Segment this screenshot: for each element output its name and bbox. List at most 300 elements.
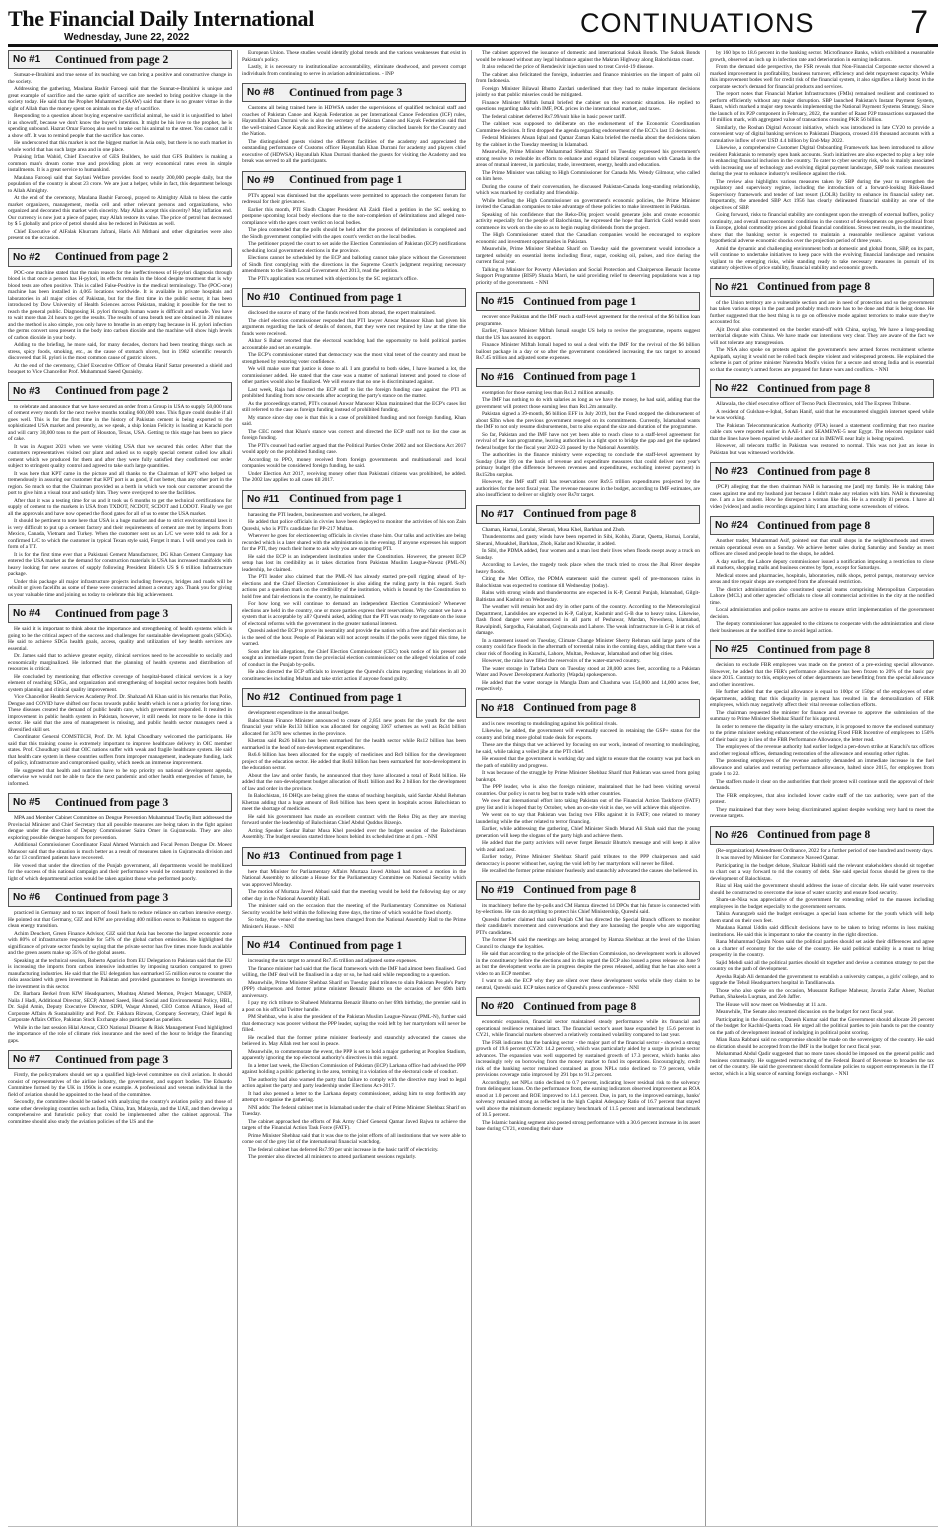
paragraph: They maintained that they were being discriminated against despite working very hard to meet the revenue targets.: [710, 806, 934, 819]
paragraph: Under this package all major infrastructure projects including freeways, bridges and roads will be rebuilt or given facelifts as some of these were constructed almost a century ago. Thank you for giving us your valuable time and joining us today to celebrate this big achievement.: [8, 578, 232, 598]
paragraph: It had also penned a letter to the Larkana deputy commissioner, asking him to stop forthwith any attempt to organise the gathering.: [242, 1090, 466, 1103]
paragraph: Khetran said Rs26 billion has been earmarked for the health sector while Rs12 billion has been earmarked in the head of non-development expenditures.: [242, 738, 466, 751]
paragraph: I pay my rich tribute to Shaheed Mohtarma Benazir Bhutto on her 69th birthday, the premier said in a post on his official Twitter handle.: [242, 1000, 466, 1013]
paragraph: Earlier, while addressing the gathering, Chief Minister Sindh Murad Ali Shah said that the young generation will keep the slogans of the party high and achieve them.: [476, 826, 700, 839]
article: [242, 171, 466, 283]
paragraph: Acting Speaker Sardar Babar Musa Khel presided over the budget session of the Balochistan Assembly. The budget session started three hours behind its scheduled time at 4 pm. - NNI: [242, 827, 466, 840]
article-header: [242, 490, 466, 509]
paragraph: Maulana Farooqi said that Saylani Welfare provides food to nearly 200,000 people daily, but the population of the country is about 23 crore. We are just a helper, while in fact, this department belongs to Allah Almighty.: [8, 174, 232, 194]
section-title: CONTINUATIONS: [580, 8, 815, 38]
paragraph: PTI's appeal was dismissed but the appellants were permitted to approach the competent forum for redressal for their grievances.: [242, 192, 466, 205]
paragraph: He ensured that the government is working day and night to ensure that the country was put back on the path of stability and progress.: [476, 756, 700, 769]
paragraph: Customs all being trained here in HDWSA under the supervisions of qualified technical staff and coaches of Pakistan Canoe and Kayak Federation as per International Canoe Federation (ICF) rules, Hayatullah Khan Durrani who is also the secretary of Pakistan Canoe and Kayak Federation said that the well-trained Canoe Kayak and Rowing athletes of the academy clinched laurels for the Country and the Nation.: [242, 105, 466, 137]
paragraph: The Islamic banking segment also posted strong performance with a 30.6 percent increase in its asset base during CY21, extending their share: [476, 1119, 700, 1132]
paragraph: Speaking at the technical session, Roberto Aparicio from EU Delegation to Pakistan said that the EU is increasing the imports from carbon intensive industries by imposing taxation compared to green manufacturing industries. He said that the EU delegation has earmarked 55 million euros to counter the risks associated with green investment in Pakistan and provided guarantees to foreign investments on the investment in this sector.: [8, 957, 232, 990]
paragraph: of the Union territory are a vulnerable section and are in need of protection and so the government has taken various steps in the past and probably much more has to be done and that is being done. He further suggested that the best thing is to go on offensive mode against terrorists to make sure they're accounted for.: [710, 299, 934, 325]
paragraph: While in the last session Hilal Anwar, CEO National Disaster & Risk Management Fund highlighted the importance of the role of climate risk insurance and the need of the hour to bridge the financing gaps.: [8, 1024, 232, 1044]
paragraph: In Sibi, the PDMA added, four women and a man lost their lives when floods swept away a truck on Sunday.: [476, 548, 700, 561]
paragraph: It was in August 2021 when we were visiting USA that we secured this order. After that the customers representatives visited our plant and asked us to supply special cement called low alkali cement which we produced for them and after they were fully satisfied they confirmed our order subject to stringent quality control and agreed to take such large quantities.: [8, 443, 232, 469]
paragraph: Ayesha Rajab Ali demanded the government to establish a university campus, a girls' college, and to upgrade the Tehsil Headquarters hospital in Tandlianwala.: [710, 973, 934, 986]
paragraph: A day earlier, the Lahore deputy commissioner issued a notification imposing a restriction to close all markets, shopping malls and business centres by 9pm, except for Saturdays.: [710, 558, 934, 571]
paragraph: The House will now meet on Wednesday at 11 a.m.: [716, 1001, 827, 1008]
continued-from-label: Continued from page 8: [757, 829, 871, 841]
article-header: [710, 379, 934, 398]
article: [8, 793, 232, 882]
paragraph: He recalled that the former prime minister fearlessly and staunchly advocated the causes she believed in. May Allah rest her soul in peace.: [242, 1034, 466, 1047]
paragraph: Federal Ministers Ahsan Iqbal and Qamar Zaman Kaira briefed the media about the decisions taken by the cabinet in the Tuesday meeting in Islamabad.: [476, 135, 700, 148]
article: [710, 50, 934, 272]
paragraph: The federal cabinet has deferred Rs7.99 per unit increase in the basic tariff of electricity.: [248, 1146, 439, 1153]
paragraph: economic expansion, financial sector maintained steady performance while its financial and operational resilience remained intact. The financial sector's asset base expanded by 15.6 percent in CY21, while financial markets observed a relatively contained volatility compared to last year.: [476, 1019, 700, 1038]
article-body: [476, 721, 700, 875]
paragraph: Meanwhile, to commemorate the event, the PPP is set to hold a major gathering at Pooplon Stadium, apparently ignoring the top electoral authority's directives in this regard.: [242, 1048, 466, 1061]
article: [8, 888, 232, 1044]
paragraph: After that it was a testing time for us and it took us 6 months to get the technical certifications for supply of cement to the markets in USA from TXDOT, NCDOT, SCDOT and LODOT. Finally we got all the approvals and have now opened the flood gates for all of us to enter the USA market.: [8, 497, 232, 517]
article: [476, 699, 700, 875]
paragraph: It is for the first time ever that a Pakistani Cement Manufacturer, DG Khan Cement Company has entered the USA market as the demand for construction materials in USA has increased manifolds with heavy looking for new sources of supply following President Biden's US $ 6 trillion Infrastructure package.: [8, 551, 232, 577]
paragraph: Additional Commissioner Coordinator Fazal Ahmed Warraich and Focal Person Dengue Dr. Moeez Mansoor said that the situation is much better as a result of measures taken in Gujranwala division and so far 13 confirmed patients have recovered.: [8, 842, 232, 861]
article-body: [8, 626, 232, 787]
masthead-rule: [8, 44, 938, 47]
article: [8, 50, 232, 242]
paragraph: (PCP) alleging that the then chairman NAB is harassing me [and] my family. He is making fake cases against me and my husband just because I didn't make any relation with him. NAB is threatening me. I am a law student. How he disrespect a woman like this. He is a morally ill person. I have all video [videos] and audio recordings against him; I am attaching some screenshots of videos.: [710, 484, 934, 510]
article-body: [242, 193, 466, 283]
article-number: No #17: [481, 508, 514, 520]
paragraph: Talking to Minister for Poverty Alleviation and Social Protection and Chairperson Benazir Income Support Programme (BISP) Shazia Marri, he said providing relief to deserving populations was a top priority of the government. - NNI: [476, 266, 700, 286]
paragraph: The staffers made it clear on the authorities that their protest will continue until the approval of their demands.: [710, 778, 934, 791]
paragraph: The distinguished guests visited the different facilities of the academy and appreciated the outstanding performance of Customs officer Hayatullah Khan Durrani for academy and players chief executive of (HDWSA) Hayatullah Khan Durrani thanked the guests for visiting the Academy and tea break was served to all the participants.: [242, 138, 466, 164]
paragraph: However, the IMF staff still has reservations over Rs9.5 trillion expenditures projected by the authorities for the next fiscal year. The revenue measures in the budget, according to IMF estimates, are also insufficient to deliver or slightly over Rs7tr target.: [476, 479, 700, 498]
paragraph: The employees of the revenue authority had earlier lodged a pen-down strike at Karachi's tax offices and other regional offices, demanding restoration of the allowance and ensuring other rights.: [710, 744, 934, 757]
paragraph: According to PPO, money received from foreign governments and multinational and local companies would be considered foreign funding, he said.: [242, 456, 466, 469]
article-body: [242, 958, 466, 1161]
paragraph: He vowed that under the direction of the Punjab government, all departments would be mobilized for the success of this national campaign and their performance would be constantly monitored in the light of which departmental action would be taken against those who performed poorly.: [8, 862, 232, 882]
paper-name: The Financial Daily International: [8, 6, 315, 31]
article-number: No #2: [13, 251, 41, 263]
article: [8, 1050, 232, 1125]
masthead: [8, 4, 938, 44]
paragraph: Meanwhile, Prime Minister Muhammad Shehbaz Sharif on Tuesday expressed his government's strong resolve to redouble its efforts to enhance and expand bilateral cooperation with Canada in the areas of mutual interest, in particular, trade, investment, energy, health and education.: [476, 149, 700, 168]
paragraph: About the law and order funds, he announced that they have allocated a total of Rs44 billion. He added that the non-development budget allocation of Rs41 billion and Rs 2 billion for the development of law and order in the province.: [242, 772, 466, 792]
article-body: [242, 50, 466, 77]
paragraph: He recalled the former prime minister fearlessly and staunchly advocated the causes she believed in.: [482, 868, 699, 874]
paragraph: and is now resorting to mudslinging against his political rivals.: [482, 720, 618, 727]
article-header: [710, 462, 934, 481]
paragraph: The NSA also spoke on protests against the government's new armed forces recruitment scheme Agnipath, saying it would not be rolled back despite violent and widespread protests. He explained the scheme is part of prime minister Narendra Modi's vision for a secure and strong India and is essential so that the country's armed forces are prepared for future wars and conflicts. - NNI: [710, 347, 934, 373]
paragraph: here that Minister for Parliamentary Affairs Murtaza Javed Abbasi had moved a motion in the National Assembly to allocate a House for the Parliamentary Committee on National Security which was approved Monday.: [242, 868, 466, 888]
paragraph: Praising Irfan Wahid, Chief Executive of GES Builders, he said that GFS Builders is making a common man's dream come true and providing plots at very economical rates even in simple installments. It is a great service to humankind.: [8, 154, 232, 173]
paragraph: Those who also spoke on the occasion, Mussarat Rafique Mahesar, Javaria Zafar Aheer, Nuzhat Pathan, Shakeela Luqman, and Zeb Jaffer.: [710, 987, 934, 1000]
article-body: [8, 270, 232, 376]
article: [8, 604, 232, 787]
continued-from-label: Continued from page 8: [757, 643, 871, 656]
article-number: No #10: [247, 292, 280, 303]
article-number: No #3: [13, 385, 41, 397]
continued-from-label: Continued from page 8: [523, 1000, 637, 1013]
paragraph: The premier also directed all ministers to attend parliament sessions regularly.: [248, 1154, 417, 1160]
paragraph: The cabinet approached the efforts of Pak Army Chief General Qamar Javed Bajwa to achieve the targets of the Financial Action Task Force (FATF).: [242, 1118, 466, 1131]
paragraph: He further added that the special allowance is equal to 100pc or 150pc of the employees of other departments, adding that this disparity in payment has resulted in the demoralization of FBR employees, which may negatively affect their vital revenue collection efforts.: [710, 689, 934, 708]
column-2: [242, 50, 466, 1526]
paragraph: Balochistan Finance Minister announced to create of 2,851 new posts for the youth for the next financial year while Rs133 billion was allocated for ongoing 3367 schemes as well as Rs34 billion allocated for 3470 new schemes in the province.: [242, 717, 466, 737]
paragraph: Meanwhile, The Senate also resumed discussion on the budget for next fiscal year.: [716, 1009, 895, 1015]
paragraph: Rains with strong winds and thunderstorms are expected in K-P, Central Punjab, Islamabad, Gilgit-Baltistan and Kashmir on Wednesday.: [476, 590, 700, 603]
continued-from-label: Continued from page 3: [55, 1053, 169, 1066]
paragraph: According to Levies, the tragedy took place when the truck tried to cross the Jhal River despite heavy floods.: [476, 562, 700, 575]
paragraph: decision to exclude FBR employees was made on the pretext of a pre-existing special allowance. However, he added that the FBR's performance allowance has been frozen to 20% of the basic pay since 2015. Contrary to this, employees of other departments are benefitting from the special allowance and other incentives.: [710, 662, 934, 688]
paragraph: Going forward, risks to financial stability are contingent upon the strength of external buffers, policy continuity, and overall macroeconomic conditions in the context of developments on geo-political front in Europe, global commodity prices and global financial conditions. Stress test results, in the meantime, show that the banking sector is expected to maintain a reasonable resilience against various hypothetical adverse economic shocks over the projection period of three years.: [710, 212, 934, 244]
paragraph: Citing the Met Office, the PDMA statement said the current spell of pre-monsoon rains in Balochistan was expected to continue till Wednesday (today).: [476, 576, 700, 589]
paragraph: MPA and Member Cabinet Committee on Dengue Prevention Muhammad Tawfiq Butt addressed the Provincial Minister and Chief Secretary that all possible measures are being taken in the fight against dengue under the direction of Deputy Commissioner Saira Omer in Gujranwala. They are also exploring possible dengue hotspots for prevention.: [8, 815, 232, 841]
article-header: [8, 1050, 232, 1069]
article-number: No #6: [13, 892, 41, 903]
paragraph: Secondly, the committee should be tasked with analyzing the country's aviation policy and those of some other developing countries such as India, China, Iran, Malaysia, and the UAE, and then develop a comprehensive and futuristic policy that could be implemented after the cabinet approval. The committee should also study the aviation policies of the US and the: [8, 1099, 232, 1125]
article-number: No #26: [715, 829, 748, 841]
continued-from-label: Continued from page 1: [289, 174, 403, 186]
paragraph: These are the things that we achieved by focusing on our work, instead of resorting to mudslinging, he said, while taking a veiled jibe at the PTI chief.: [476, 742, 700, 755]
article-header: [710, 278, 934, 297]
paragraph: The PPP leader, who is also the foreign minister, maintained that he had been visiting several countries. Our policy is not to beg but to trade with other countries.: [476, 784, 700, 797]
continued-from-label: Continued from page 8: [757, 382, 871, 395]
continued-from-label: Continued from page 1: [523, 295, 637, 308]
paragraph: Riaz ul Haq said the government should address the issue of circular debt. He said water reservoirs should be constructed to overcome the issue of water scarcity and ensure food security.: [710, 883, 934, 896]
article-body: [710, 401, 934, 456]
paragraph: It also reduced the price of Remdesivir injection used to treat Covid-19 disease.: [482, 64, 654, 70]
paragraph: It was moved by Minister for Commerce Naveed Qamar.: [716, 855, 839, 861]
paragraph: practiced in Germany and to tax import of fossil fuels to reduce reliance on carbon intensive energy. He pointed out that Germany, GIZ and KfW are providing 400 million euros to Pakistan to support the clean energy transition.: [8, 910, 232, 929]
paragraph: The IMF has nothing to do with salaries as long as we have the money, he had said, adding that the government will protect those earning less than Rs1.2m annually.: [476, 397, 700, 410]
paragraph: Vice Chancellor Health Services Academy Prof. Dr. Shahzad Ali Khan said in his remarks that Polio, Dengue and COVID have shifted our focus towards public health which is not a priority for long time. These diseases created the demand of public health care, which government responded. It resulted in improvement in public health system in Pakistan, however, it still needs lot more to be done in this sector. He said that the area of management is missing, and public health sector managers need a diversified skill set.: [8, 694, 232, 733]
paragraph: Meanwhile, Prime Minister Shehbaz Sharif on Tuesday said the government would introduce a targeted subsidy on essential items including flour, sugar, cooking oil, pulses, and rice during the current fiscal year.: [476, 246, 700, 265]
article: [8, 248, 232, 376]
column-divider: [705, 50, 706, 1526]
article-body: [8, 404, 232, 599]
article-body: [476, 314, 700, 362]
article-number: No #9: [247, 174, 275, 186]
paragraph: The deputy commissioner has appealed to the citizens to cooperate with the administration and close their businesses at the notified time to avoid legal action.: [710, 621, 934, 634]
continued-from-label: Continued from page 3: [55, 891, 169, 904]
article-header: [242, 288, 466, 307]
continued-from-label: Continued from page 2: [55, 385, 169, 397]
paragraph: In a letter last week, the Election Commission of Pakistan (ECP) Larkana office had advised the PPP against holding a public gathering in the area, terming it a violation of the electoral code of conduct.: [242, 1062, 466, 1075]
paragraph: He said the ECP is an independent institution under the Constitution. However, the present ECP setup has lost its credibility as it takes dictation from Pakistan Muslim League-Nawaz (PML-N) leadership, he claimed.: [242, 553, 466, 573]
article-number: No #22: [715, 383, 748, 394]
paragraph: The review also highlights various measures taken by SBP during the year to strengthen the regulatory and supervisory regime, including the introduction of a forward-looking Risk-Based Supervisory framework and tender of last resort (LOLR) facility to enhance its financial safety net. Importantly, the amended SBP Act 1956 has clearly delineated financial stability as one of the objectives of SBP.: [710, 178, 934, 211]
article-body: [476, 50, 700, 286]
paragraph: Thunderstorms and gusty winds have been reported in Sibi, Kohlu, Ziarat, Quetta, Harnai, Loralai, Sherani, Musakhel, Barkhan, Zhob, Kalat and Khuzdar, it added.: [476, 534, 700, 547]
paragraph: The weather will remain hot and dry in other parts of the country. According to the Meteorological Department, Landslides are expected in K-P, Galiyat, Kashmir and G-B due to heavy rains. Likewise, flash flood danger were announced in all parts of Peshawar, Mardan, Nowshera, Islamabad, Rawalpindi, Sargodha, Faisalabad, Gujranwala and Lahore. The weak infrastructure in G-B is at risk of damage.: [476, 604, 700, 636]
paragraph: The cabinet also felicitated the foreign, industries and finance ministries on the import of palm oil from Indonesia.: [476, 71, 700, 84]
paragraph: Finance Minister Miftah Ismail briefed the cabinet on the economic situation. He replied to questions regarding talks with IMF, POL prices in the international market, and taxes.: [476, 99, 700, 112]
paragraph: Likewise, he added, the government will eventually succeed in retaining the GSP+ status for the country and bring more global trade deals for exports.: [476, 728, 700, 741]
paragraph: The report notes that Financial Market Infrastructures (FMIs) remained resilient and continued to perform efficiently without any major disruption. SBP launched Pakistan's Instant Payment System, Raast, which marked a major step towards implementing the National Payment Systems Strategy. Since the launch of its P2P component in February, 2022, the number of Raast P2P transactions surpassed the 10 million mark, with aggregated value of transactions crossing PKR 56 billion.: [710, 91, 934, 123]
article-number: No #25: [715, 644, 748, 655]
column-divider: [237, 50, 238, 1526]
paragraph: Chief Executive of AlFalak Khurram Jafrani, Haris Ali Mithani and other dignitaries were also present on the occasion.: [8, 228, 232, 241]
article-header: [8, 888, 232, 907]
article: [710, 516, 934, 634]
article-number: No #4: [13, 608, 41, 619]
paragraph: The motion of Murtaza Javed Abbasi said that the meeting would be held the following day or any other day in the National Assembly Hall.: [242, 889, 466, 902]
paragraph: Meanwhile, Prime Minister Shehbaz Sharif on Tuesday paid tributes to slain Pakistan People's Party (PPP) chairperson and former prime minister Benazir Bhutto on the occasion of her 69th birth anniversary.: [242, 979, 466, 999]
paragraph: Earlier, Finance Minister Miftah Ismail sought US help to revive the programme, reports suggest that the US has assured its support.: [476, 328, 700, 341]
article-header: [476, 368, 700, 387]
paragraph: It was here that KPT came in the picture and all thanks to the Chairman of KPT who helped us tremendously in assuring our customer that KPT port is as good, if not better, than any other port in the region. So much so that the Chairman provided us a berth in which we took our customer around the port to give him a visual tour and satisfy him. They were overjoyed to see the facilities.: [8, 470, 232, 496]
article-body: [8, 1072, 232, 1125]
article-number: No #8: [247, 87, 275, 98]
paragraph: Wherever he goes for electioneering officials in civvies chase him. Our talks and activities are being recorded which is a later shared with the administration in the evening. If anyone expresses his support for the PTI, they reach their home to ask why you are supporting PTI.: [242, 533, 466, 552]
article: [242, 83, 466, 165]
paragraph: In order to remove the disparity in the salary structure, it is proposed to move the enclosed summary to the prime minister seeking enhancement of the existing Fixed FBR Incentive of employees to 150% of their basic pay in lieu of the FBR Performance Allowance, the letter read.: [710, 723, 934, 743]
article-number: No #23: [715, 466, 748, 477]
article-header: [476, 292, 700, 311]
article-header: [710, 826, 934, 845]
column-4: [710, 50, 934, 1526]
paragraph: Participating in the budget debate, Shahzar Habidi said the relevant stakeholders should sit together to chart out a way forward to rid the country of debt. She said special focus should be given to the development of Balochistan.: [710, 862, 934, 882]
paragraph: The minister said on the occasion that the meeting of the Parliamentary Committee on National Security would be held within the following three days, the time of which would be fixed shortly.: [242, 903, 466, 916]
article-body: [242, 710, 466, 841]
paragraph: Tahira Aurangzeb said the budget envisages a special loan scheme for the youth which will help them stand on their own feet.: [710, 911, 934, 924]
paragraph: Earlier this month, PTI Sindh Chapter President Ali Zaidi filed a petition in the SC seeking to postpone upcoming local body elections due to the non-completion of delimitations and alleged non-compliance with the apex court verdict on local bodies.: [242, 206, 466, 226]
paragraph: At the end of the ceremony, Maulana Bashir Farooqi, prayed to Almighty Allah to bless the cattle market organizers, management, media cell and other relevant persons and organizations, who organized and decorated this market with sincerity. May Allah accept this sincerity? May inflation end. Our currency is now just a piece of paper, may Allah restore its value. The price of petrol has decreased by $ 5 globally and price of petrol should also be reduced in Pakistan as well.: [8, 195, 232, 227]
paragraph: disclosed the source of many of the funds received from abroad, the expert maintained.: [248, 310, 436, 316]
paragraph: The chairman requested the minister for finance and revenue to approve the submission of the summary to Prime Minister Shehbaz Sharif for his approval.: [710, 709, 934, 722]
paragraph: to celebrate and announce that we have secured an order from a Group in USA to supply 50,000 tons of cement every month for the next twelve months totaling 600,000 tons. This figure could double if all goes well. This is for the first time in the history of Pakistan cement is being exported to the sophisticated USA market and presently, as we speak, a ship Ionian Felicity is loading at Karachi port and will carry 30,000 tons to the port of Houston, Texas, USA. Getting to this stage has been no piece of cake.: [8, 403, 232, 442]
continued-from-label: Continued from page 3: [55, 796, 169, 809]
article-number: No #21: [715, 281, 748, 293]
column-divider: [471, 50, 472, 1526]
columns-container: [8, 50, 938, 1526]
continued-from-label: Continued from page 2: [55, 53, 169, 66]
paragraph: The federal cabinet deferred Rs7.99/unit hike in basic power tariff.: [482, 113, 627, 120]
paragraph: While briefing the High Commissioner on government's economic policies, the Prime Minister invited the Canadian companies to take advantage of these policies to make investment in Pakistan.: [476, 197, 700, 210]
paragraph: He also directed the ECP officials to investigate the Qureshi's claims regarding violations in all 20 constituencies including Multan and take strict action if anyone found guilty.: [242, 669, 466, 682]
paragraph: Maulana Kamal Uddin said difficult decisions have to be taken to bring reforms in loss making institutions. He said this is important to take the country in the right direction.: [710, 925, 934, 938]
paragraph: The petitioner prayed the court to set aside the Election Commission of Pakistan (ECP) notifications scheduling local government elections in the province.: [242, 241, 466, 254]
paragraph: Foreign Minister Bilawal Bhutto Zardari underlined that they had to make important decisions jointly so that public miseries could be mitigated.: [476, 85, 700, 98]
paragraph: Dr. Barbara Berkel from KfW Headquarters, Mushtaq Ahmed Memon, Project Manager, UNEP, Naila J Hadi, Additional Director, SECP, Ahmed Saeed, Head Social and Environmental Policy, HBL, Dr. Sajid Amin, Deputy Executive Director, SDPI, Waqar Ahmed, CEO Cotton Alliance, Head of Corporate Affairs & Sustainability and Prof. Dr. Fakhara Rizwan, Company Secretary, Chief legal & Corporate Affairs Office, Pakistan Stock Exchange also participated as panelists.: [8, 991, 232, 1023]
article-header: [8, 604, 232, 623]
paragraph: However, all telecom traffic in Pakistan was restored to normal. This was not just an issue in Pakistan but was witnessed worldwide.: [710, 443, 934, 456]
paragraph: Sham-un-Nisa was appreciative of the government for extending relief to the masses including employees in the budget especially to the government servants.: [710, 897, 934, 910]
continued-from-label: Continued from page 3: [289, 86, 403, 99]
column-3: [476, 50, 700, 1526]
paragraph: So far, Pakistan and the IMF have not yet been able to reach close to a staff-level agreement for revival of the loan programme, leaving authorities in a tight spot to bridge the gap and get the updated federal budget for the fiscal year 2022-23 passed by the National Assembly.: [476, 431, 700, 451]
paragraph: Local administration and police teams are active to ensure strict implementation of the government decision.: [710, 607, 934, 620]
article: [710, 826, 934, 1078]
article-header: [242, 936, 466, 955]
page-number: 7: [910, 4, 928, 40]
paragraph: Participating in the discussion, Danesh Kumar said that the Government should allocate 20 percent of the budget for Kachhi-Quetta road. He urged all the political parties to join hands to put the country on the path of development instead of indulging in political point scoring.: [710, 1016, 934, 1036]
continued-from-label: Continued from page 1: [523, 371, 637, 383]
article-header: [8, 248, 232, 267]
article-body: [710, 300, 934, 374]
article-header: [8, 382, 232, 401]
article-number: No #13: [247, 850, 280, 862]
article-body: [242, 869, 466, 931]
paragraph: Responding to a question about buying expensive sacrificial animal, he said it is unjustified to label it as showoff, because we don't know the buyer's intention. It might be his love to the prophet, he is spending unbound. Hazrat Omar Farooq also used to take out his animal to the street. You cannot call it a show off. It was to remind people that the sacrifice has come.: [8, 113, 232, 139]
paragraph: He said his government has made an excellent contract with the Reko Diq as they are moving forward under the leadership of Balochistan Chief Abdul Quddus Bizenjo.: [242, 813, 466, 826]
article: [476, 368, 700, 499]
article-body: [8, 815, 232, 882]
paragraph: Achim Deuchert, Green Finance Advisor, GIZ said that Asia has become the largest economic zone with 80% of infrastructure responsible for 54% of the global carbon emissions. He highlighted the significance of private sector funds by saying that the private sector has five times more funds available and the green assets make up 35% of the global assets.: [8, 930, 232, 956]
article: [242, 847, 466, 931]
continued-from-label: Continued from page 8: [757, 519, 871, 532]
article-body: [242, 310, 466, 484]
paragraph: POC-one machine stated that the main reason for the ineffectiveness of H-pylori diagnosis through blood is that once a person has H-pylori, its effects remain in the blood despite treatment that is why blood tests are often positive. This is called False-Positive in the medical terminology. The (POC-one) machine has been installed in 4,065 locations worldwide. It is available in private hospitals and laboratories in all major cities of Pakistan, but for the first time in the public sector, it has been introduced by Dow University of Health Sciences across Pakistan, making it possible for the test to reach the general public. Diagnosing H. pylori through human waste is difficult and unsafe. You have to wait more than 24 hours to get the results. The results of urea breath test are obtained in 20 minutes and the method is also simple, you only have to breathe in an empty bag because in H. pylori infection the germs convert urea present in the body into carbon dioxide and the machine will show high levels of carbon dioxide in your body.: [8, 269, 232, 341]
article: [242, 688, 466, 841]
paragraph: We will make sure that justice is done to all. I am grateful to both sides, I have learned a lot, the commissioner added. He stated that the case was a matter of national interest and posed to close of other parties would also be finalized. We will ensure that no one is discriminated against.: [242, 366, 466, 385]
paragraph: Rana Muhammad Qasim Noon said the political parties should set aside their differences and agree on a charter of economy for the sake of the country. He said political stability is a must to bring prosperity in the country.: [710, 939, 934, 958]
continued-from-label: Continued from page 3: [55, 607, 169, 620]
paragraph: The protesting employees of the revenue authority demanded an immediate increase in the fuel allowance and salaries and restoring performance allowance, halted since 2015, for employees from grade 1 to 22.: [710, 758, 934, 777]
paragraph: Allawala, the chief executive officer of Tecno Pack Electronics, told The Express Tribune.: [716, 401, 911, 407]
paragraph: European Union. These studies would identify global trends and the various weaknesses that exist in Pakistan's policy.: [242, 50, 466, 63]
article-header: [476, 997, 700, 1016]
article: [476, 292, 700, 362]
paragraph: Earlier today, Prime Minister Shehbaz Sharif paid tributes to the PPP chairperson and said democracy is poorer without her, saying the void left by her martyrdom will never be filled.: [476, 854, 700, 867]
paragraph: Addressing the gathering, Maulana Bashir Farooqi said that the Sunnat-e-Ibrahimi is unique and great example of sacrifice and the same spirit of sacrifice are needed to bring positive change in the society today. He said that the Prophet Muhammed (SAAW) said that there is no greater virtue in the sight of Allah than the money spent on animals on the day of sacrifice.: [8, 86, 232, 112]
paragraph: by 160 bps to 18.6 percent in the banking sector. Microfinance Banks, which exhibited a reasonable growth, observed an inch up in infection rate and deterioration in earning indicators.: [710, 50, 934, 63]
paragraph: Lastly, it is necessary to institutionalize accountability, eliminate deadwood, and prevent corrupt individuals from continuing to serve in aviation administrations. - INP: [242, 64, 466, 77]
paragraph: It should be pertinent to note here that USA is a huge market and due to strict environmental laws it is very difficult to put up a cement factory and their requirements of cement are met by imports from Mexico, Canada, Vietnam and Turkey. When the customer sent us an L/C we were told to ask for a confirmed L/C to which the customer in typical Texan style said, Forget it man. I will send you cash in form of a TT.: [8, 518, 232, 550]
paragraph: We went on to say that Pakistan was facing two FIRs against it in FATF; one related to money laundering while the other related to terror financing.: [476, 812, 700, 825]
paragraph: The CEC noted that Khan's stance was correct and directed the ECP staff not to list the case as foreign funding.: [242, 428, 466, 441]
article-body: [476, 903, 700, 992]
paragraph: Last week, Raja had directed the ECP staff to list the foreign funding case against the PTI as prohibited funding from now onwards after accepting the party's stance on the matter.: [242, 386, 466, 399]
continued-from-label: Continued from page 8: [523, 884, 637, 896]
article: [476, 997, 700, 1133]
article-header: [242, 83, 466, 102]
article-number: No #5: [13, 797, 41, 808]
paragraph: He said that according to the principle of the Election Commission, no development work is allowed in the constituency before the elections and in this regard the ECP also issued a press release on June 9 as but the development works are in progress despite the press released, adding that he has also sent a video to an ECP member.: [476, 951, 700, 977]
paragraph: It was because of the struggle by Prime Minister Shehbaz Sharif that Pakistan was saved from going bankrupt.: [476, 770, 700, 783]
article-header: [242, 847, 466, 866]
paragraph: Ajit Doval also commented on the border stand-off with China, saying, We have a long-pending territorial dispute with China. We have made our intentions very clear. They are aware of the fact we will not tolerate any transgression.: [710, 326, 934, 346]
paragraph: its machinery before the by-polls and CM Hamza directed 14 DPOs that his future is connected with by-elections. He can do anything to protect his Chief Ministership, Qureshi said.: [476, 902, 700, 915]
paragraph: At the end of the ceremony, Chief Executive Officer of Omaka Hanif Sattar presented a shield and bouquet to Vice Chancellor Prof. Muhammad Saeed Quraishy.: [8, 362, 232, 375]
paragraph: He concluded by mentioning that effective coverage of hospital-based clinical services is a key element of reaching SDGs, and organization and strengthening of hospital sector requires both health system planning and clinical quality improvement.: [8, 673, 232, 693]
article: [242, 288, 466, 484]
article-number: No #15: [481, 296, 514, 307]
paragraph: Similarly, the Roshan Digital Account initiative, which was introduced in late CY20 to provide a convenient way of digital banking services to Pakistani Diaspora, crossed 416 thousand accounts with a cumulative inflow of over USD 4.4 billion by End-May 2022.: [710, 124, 934, 144]
article: [242, 50, 466, 77]
article-body: [476, 1019, 700, 1133]
article: [476, 50, 700, 286]
article-header: [476, 699, 700, 718]
paragraph: The cabinet approved the issuance of domestic and international Sukuk Bonds. The Sukuk Bonds would be released without any legal hindrance against the Makran Highway along Balochistan coast.: [476, 50, 700, 63]
article-number: No #16: [481, 371, 514, 383]
paragraph: A resident of Gulshan-e-Iqbal, Sohan Hanif, said that he encountered sluggish internet speed while he was working.: [710, 408, 934, 421]
paragraph: He suggested that health and nutrition have to be top priority on national development agenda, otherwise we would not be able to face the next pandemic and other health emergencies of future, he informed.: [8, 767, 232, 787]
paragraph: Another trader, Muhammad Asif, pointed out that small shops in the neighbourhoods and streets remain operational even on a Sunday. We achieve better sales during Saturday and Sunday as most offices are closed and people head to the shops, he added.: [710, 538, 934, 557]
paragraph: The PTI leader also claimed that the PML-N has already started pre-poll rigging ahead of by-elections and the Chief Election Commissioner is also aiding the ruling party in this regard. Such actions put a question mark on the credibility of the institution, which is bound by the Constitution to hold free and fair elections in the country, he maintained.: [242, 574, 466, 600]
paragraph: The FBR employees, that also included lower cadre staff of the tax authority, were part of the protest.: [710, 792, 934, 805]
paragraph: Adding to the briefing, he more said, for many decades, doctors had been treating things such as stress, spicy foods, smoking, etc., as the cause of stomach ulcers, but in 1982 scientific research discovered that H. pylori is the most common cause of gastric ulcers.: [8, 342, 232, 361]
paragraph: The district administration also constituted special teams comprising Metropolitan Corporation Lahore (MCL) and other agencies' officials to close all commercial activities in the city at the notified time.: [710, 586, 934, 606]
paragraph: The water storage in Tarbela Dam on Tuesday stood at 28,000 acres feet, according to a Pakistan Water and Power Development Authority (Wapda) spokesperson.: [476, 665, 700, 678]
column-1: [8, 50, 232, 1526]
paragraph: exemption for those earning less than Rs1.2 million annually.: [482, 389, 615, 396]
paragraph: Accordingly, net NPLs ratio declined to 0.7 percent, indicating lower residual risk to the solvency from delinquent loans. On the performance front, the earning indicators observed improvement as ROA stood at 1.0 percent and ROE improved to 14.1 percent. Due, in part, to the improved earnings, banks' solvency remained strong as reflected in the high Capital Adequacy Ratio of 16.7 percent that stayed well above the minimum domestic regulatory benchmark of 11.5 percent and international benchmark of 10.5 percent.: [476, 1079, 700, 1118]
article-number: No #12: [247, 692, 280, 703]
paragraph: development expenditure in the annual budget.: [248, 710, 350, 716]
paragraph: The PTI's counsel had earlier argued that the Political Parties Order 2002 and not Elections Act 2017 would apply on the prohibited funding case.: [242, 442, 466, 455]
paragraph: Likewise, a comprehensive Customer Digital Onboarding Framework has been introduced to allow resident Pakistanis to remotely open bank accounts. Such initiatives are also expected to play a key role in enhancing financial inclusion in the country. To cater to cyber security risk, who is mainly associated with increasing use of technology and evolving digital payment landscape, SBP took various measures during the year to enhance industry's resilience against the risk.: [710, 145, 934, 177]
paragraph: The PTI's application was returned with objections by the SC registrar's office.: [248, 275, 418, 282]
paragraph: Coordinator General COMSTECH, Prof. Dr. M. Iqbal Choudhary welcomed the participants. He said that this training course is extremely important to improve healthcare delivery in OIC member states. Prof. Choudhary said that OIC nations suffer with weak and fragile healthcare system. He said that health care system in these countries suffers from improper management, inadequate funding, lack of policy, infrastructure and compromised quality, which needs an immense improvement.: [8, 734, 232, 766]
article: [8, 382, 232, 599]
article: [242, 490, 466, 683]
article-body: [710, 484, 934, 510]
paragraph: Pakistan signed a 39-month, $6 billion EFF in July 2019, but the Fund stopped the disbursement of about $3bn when the previous government reneged on its commitments. Currently, Islamabad wants the IMF to not only resume disbursements, but to also expand the size and duration of the programme.: [476, 411, 700, 430]
paragraph: He said it is important to think about the importance and strengthening of health systems which is going to be the critical aspect of the success and challenges for sustainable development goals (SDGs). He said to achieve SDGs health goals, access, quality and utilization of key health services are essential.: [8, 626, 232, 652]
paragraph: NNI adds: The federal cabinet met in Islamabad under the chair of Prime Minister Shehbaz Sharif on Tuesday.: [242, 1104, 466, 1117]
paragraph: harassing the PTI leaders, businessmen and workers, he alleged.: [248, 511, 387, 518]
paragraph: The Pakistan Telecommunication Authority (PTA) issued a statement confirming that two marine cable cuts were reported earlier in AAE-1 and SEAMEWE-5 near Egypt. The telecom regulator said that the lines have been repaired while another cut in IMEWE near Italy is being repaired.: [710, 422, 934, 442]
paragraph: Sajid Mehdi said all the political parties should sit together and devise a common strategy to put the country on the path of development.: [710, 959, 934, 972]
continued-from-label: Continued from page 1: [289, 291, 403, 304]
paragraph: I want to ask the ECP why they are silent over these development works while they claim to be neutral, Qureshi said. ECP takes notice of Qureshi's press conference - NNI: [476, 978, 700, 991]
article-number: No #7: [13, 1054, 41, 1065]
continued-from-label: Continued from page 1: [289, 850, 403, 862]
article-number: No #11: [247, 493, 280, 505]
continued-from-label: Continued from page 1: [289, 493, 403, 505]
paragraph: For how long we will continue to demand an independent Election Commission? Whenever elections are held in the country, one or more parties express their reservations. Why cannot we have a system that is acceptable by all? Qureshi asked, adding that the PTI was ready to negotiate on the issue of electoral reforms with the government in the greater national interest.: [242, 601, 466, 627]
paragraph: We owe that international effort into taking Pakistan out of the Financial Action Taskforce (FATF) grey list and it is hoped that by October, when an on-site visit is due, we will achieve this objective.: [476, 798, 700, 811]
paragraph: Mian Raza Rabbani said no compromise should be made on the sovereignty of the country. He said no dictation should be accepted from the IMF in the budget for next fiscal year.: [710, 1037, 934, 1050]
article-body: [710, 50, 934, 272]
article-header: [242, 688, 466, 707]
article-header: [710, 516, 934, 535]
article-header: [242, 171, 466, 190]
continued-from-label: Continued from page 1: [289, 691, 403, 704]
paragraph: The plea contended that the polls should be held after the process of delimitation is completed and the Sindh government complied with the apex court's verdict on the local bodies.: [242, 227, 466, 240]
article: [710, 278, 934, 374]
paragraph: Firstly, the policymakers should set up a qualified high-level committee on civil aviation. It should consist of representatives of the airline industry, the government, and support bodies. The Eduardo Committee formed by the UK in 1960s is one example. A professional and veteran individual in the field of aviation should be appointed to the head of the committee.: [8, 1072, 232, 1098]
article-body: [8, 910, 232, 1044]
paragraph: Dr. James said that to achieve greater equity, clinical services need to be accessible to socially and economically marginalized. He informed that the planning of health systems and distribution of resources is critical.: [8, 653, 232, 672]
article-header: [8, 50, 232, 69]
article-header: [710, 640, 934, 659]
paragraph: The cabinet was supposed to deliberate on the endorsement of the Economic Coordination Committee decision. It first dropped the agenda regarding endorsement of the ECC's last 13 decisions.: [476, 121, 700, 134]
paragraph: Finance Minister Miftah Ismail hoped to seal a deal with the IMF for the revival of the $6 billion bailout package in a day or so after the government considered increasing the tax target to around Rs7.45 trillion and adjusted some expenses.: [476, 342, 700, 361]
paragraph: Speaking of his confidence that the Reko-Diq project would generate jobs and create economic activity especially for the people of Balochistan, he expressed the hope that Barrick Gold would soon commence its work on the site so as to begin reaping dividends from the project.: [476, 211, 700, 231]
paper-date: Wednesday, June 22, 2022: [64, 32, 190, 43]
article: [710, 640, 934, 820]
paragraph: The Prime Minister was talking to High Commissioner for Canada Ms. Wendy Gilmour, who called on him here.: [476, 169, 700, 182]
paragraph: Medical stores and pharmacies, hospitals, laboratories, milk shops, petrol pumps, motorway service areas and tire repair shops are exempted from the aforesaid restriction.: [710, 572, 934, 585]
paragraph: Prime Minister Shehbaz said that it was due to the joint efforts of all institutions that we were able to come out of the grey list of the international financial watchdog.: [242, 1132, 466, 1145]
paragraph: The former FM said the meetings are being arranged by Hamza Shehbaz at the level of the Union Council to change the loyalties.: [476, 937, 700, 950]
paragraph: He underscored that this market is not the biggest market in Asia only, but there is no such market in whole world that has such large area and in one place.: [8, 140, 232, 153]
paragraph: (Re-organization) Amendment Ordinance, 2022 for a further period of one hundred and twenty days.: [716, 847, 934, 854]
article-body: [710, 848, 934, 1078]
continued-from-label: Continued from page 8: [523, 702, 637, 714]
article-number: No #1: [13, 54, 41, 65]
paragraph: Rs6.6 billion has been allocated for the supply of medicines and Rs9 billion for the development project of the education sector. He added that Rs63 billion has been earmarked for non-development in the education sector.: [242, 752, 466, 771]
paragraph: Soon after his allegations, the Chief Election Commissioner (CEC) took notice of his presser and sought an immediate report from the provincial election commissioner on the alleged violation of code of conduct in the Punjab by-polls.: [242, 648, 466, 668]
paragraph: The FSR indicates that the banking sector - the major part of the financial sector - showed a strong growth of 19.6 percent (CY20: 14.2 percent), which was particularly aided by a surge in private sector advances. The expansion was well supported by sustained growth of 17.3 percent, which banks also increasingly rely on borrowing from the money market to fund its operations. Encouragingly, credit risk of the banking sector remained contained as gross NPLs ratio declined to 7.9 percent, while provisions coverage ratio improved by 291 bps to 91.2 percent.: [476, 1039, 700, 1078]
paragraph: PM Shehbaz, who is also the president of the Pakistan Muslim League-Nawaz (PML-N), further said that democracy was poorer without the PPP leader, saying the void left by her martyrdom will never be filled.: [242, 1014, 466, 1033]
article-number: No #24: [715, 520, 748, 531]
continued-from-label: Continued from page 2: [55, 251, 169, 263]
article: [710, 462, 934, 510]
continued-from-label: Continued from page 8: [757, 281, 871, 293]
paragraph: In a statement issued on Tuesday, Climate Change Minister Sherry Rehman said large parts of the country could face floods in the aftermath of torrential rains in the coming days, adding that there was a clear risk of flooding in Karachi, Lahore, Multan, Peshawar, Islamabad and other big cities.: [476, 637, 700, 657]
paragraph: The finance minister had said that the fiscal framework with the IMF had almost been finalised. God willing, the IMF deal will be finalised in a day or so, he had said while responding to a question.: [242, 965, 466, 978]
paragraph: Amid the dynamic and challenging environment both at domestic and global fronts, SBP, on its part, will continue to undertake initiatives to keep pace with the evolving financial landscape and remains vigilant to the emerging risks, while standing ready to take necessary measures in pursuit of its statutory objectives of price stability, financial stability and economic growth.: [710, 245, 934, 271]
